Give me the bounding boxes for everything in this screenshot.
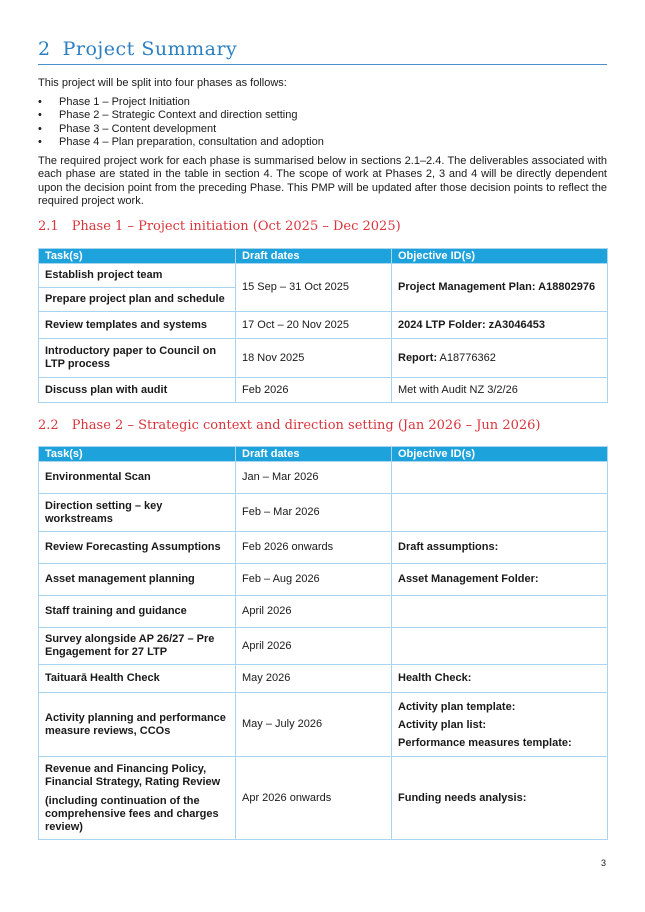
- subsection-title: Phase 1 – Project initiation (Oct 2025 – Dec 2025): [71, 219, 401, 234]
- objective-line: Activity plan template:: [398, 700, 516, 713]
- objective-cell: [392, 339, 608, 378]
- task-cell: Prepare project plan and schedule: [39, 288, 236, 312]
- dates-cell: 18 Nov 2025: [236, 339, 392, 378]
- objective-cell: Asset Management Folder:: [392, 564, 608, 596]
- section-heading: [38, 38, 607, 65]
- objective-cell: Met with Audit NZ 3/2/26: [392, 378, 608, 403]
- subsection-number: 2.1: [38, 219, 59, 234]
- phase2-table: [38, 446, 608, 840]
- dates-cell: May 2026: [236, 665, 392, 693]
- list-item: • Phase 2 – Strategic Context and direction setting: [38, 109, 324, 122]
- intro-text: This project will be split into four phases as follows:: [38, 77, 287, 89]
- table-row: [39, 693, 608, 757]
- dates-cell: 17 Oct – 20 Nov 2025: [236, 312, 392, 339]
- task-cell: Review Forecasting Assumptions: [39, 532, 236, 564]
- objective-cell: 2024 LTP Folder: zA3046453: [392, 312, 608, 339]
- objective-line: Activity plan list:: [398, 718, 487, 731]
- header-objective: Objective ID(s): [392, 249, 608, 264]
- objective-cell: [392, 693, 608, 757]
- table-row: [39, 596, 608, 628]
- table-row: [39, 494, 608, 532]
- table-row: [39, 628, 608, 665]
- task-cell: Staff training and guidance: [39, 596, 236, 628]
- list-item: • Phase 3 – Content development: [38, 123, 324, 136]
- dates-cell: Feb – Aug 2026: [236, 564, 392, 596]
- dates-cell: May – July 2026: [236, 693, 392, 757]
- dates-cell: Apr 2026 onwards: [236, 757, 392, 840]
- header-objective: Objective ID(s): [392, 447, 608, 462]
- objective-value: A18776362: [437, 351, 496, 364]
- table-row: [39, 665, 608, 693]
- table-row: [39, 264, 608, 288]
- dates-cell: Jan – Mar 2026: [236, 462, 392, 494]
- phase-list: [38, 96, 324, 150]
- task-cell: Discuss plan with audit: [39, 378, 236, 403]
- list-item: • Phase 4 – Plan preparation, consultation and adoption: [38, 136, 324, 149]
- table-row: [39, 757, 608, 840]
- subsection-heading-2-1: [38, 219, 401, 234]
- task-cell: [39, 757, 236, 840]
- list-item: • Phase 1 – Project Initiation: [38, 96, 324, 109]
- header-dates: Draft dates: [236, 249, 392, 264]
- table-row: [39, 312, 608, 339]
- dates-cell: 15 Sep – 31 Oct 2025: [236, 264, 392, 312]
- objective-cell: Health Check:: [392, 665, 608, 693]
- table-row: [39, 339, 608, 378]
- objective-cell: [392, 462, 608, 494]
- header-task: Task(s): [39, 447, 236, 462]
- summary-paragraph: The required project work for each phase is summarised below in sections 2.1–2.4. The deliverables associated with each phase are stated in the table in section 4. The scope of work at Phases 2, 3 and 4 will be directly dependent upon the decision point from the preceding Phase. This PMP will be updated after those decision points to reflect the required project work.: [38, 155, 607, 208]
- task-cell: Asset management planning: [39, 564, 236, 596]
- task-note: (including continuation of the comprehensive fees and charges review): [45, 794, 219, 833]
- task-cell: Environmental Scan: [39, 462, 236, 494]
- subsection-title: Phase 2 – Strategic context and direction setting (Jan 2026 – Jun 2026): [71, 418, 541, 433]
- header-task: Task(s): [39, 249, 236, 264]
- task-cell: Direction setting – key workstreams: [39, 494, 236, 532]
- task-cell: Review templates and systems: [39, 312, 236, 339]
- objective-cell: Funding needs analysis:: [392, 757, 608, 840]
- section-title: Project Summary: [62, 38, 238, 60]
- phase1-table: [38, 248, 608, 403]
- section-number: 2: [38, 38, 51, 60]
- objective-label: Report:: [398, 351, 438, 364]
- task-cell: Establish project team: [39, 264, 236, 288]
- header-dates: Draft dates: [236, 447, 392, 462]
- objective-cell: [392, 628, 608, 665]
- task-cell: Introductory paper to Council on LTP process: [39, 339, 236, 378]
- objective-cell: [392, 494, 608, 532]
- task-cell: Taituarā Health Check: [39, 665, 236, 693]
- table-row: [39, 378, 608, 403]
- objective-cell: [392, 596, 608, 628]
- dates-cell: April 2026: [236, 596, 392, 628]
- dates-cell: Feb – Mar 2026: [236, 494, 392, 532]
- table-row: [39, 564, 608, 596]
- dates-cell: Feb 2026 onwards: [236, 532, 392, 564]
- table-row: [39, 532, 608, 564]
- subsection-heading-2-2: [38, 418, 540, 433]
- subsection-number: 2.2: [38, 418, 59, 433]
- table-row: [39, 462, 608, 494]
- dates-cell: Feb 2026: [236, 378, 392, 403]
- page-number: 3: [601, 858, 607, 868]
- task-cell: Survey alongside AP 26/27 – Pre Engagement for 27 LTP: [39, 628, 236, 665]
- task-cell: Activity planning and performance measure reviews, CCOs: [39, 693, 236, 757]
- objective-cell: Project Management Plan: A18802976: [392, 264, 608, 312]
- dates-cell: April 2026: [236, 628, 392, 665]
- objective-line: Performance measures template:: [398, 736, 572, 749]
- task-title: Revenue and Financing Policy, Financial Strategy, Rating Review: [45, 762, 221, 788]
- objective-cell: Draft assumptions:: [392, 532, 608, 564]
